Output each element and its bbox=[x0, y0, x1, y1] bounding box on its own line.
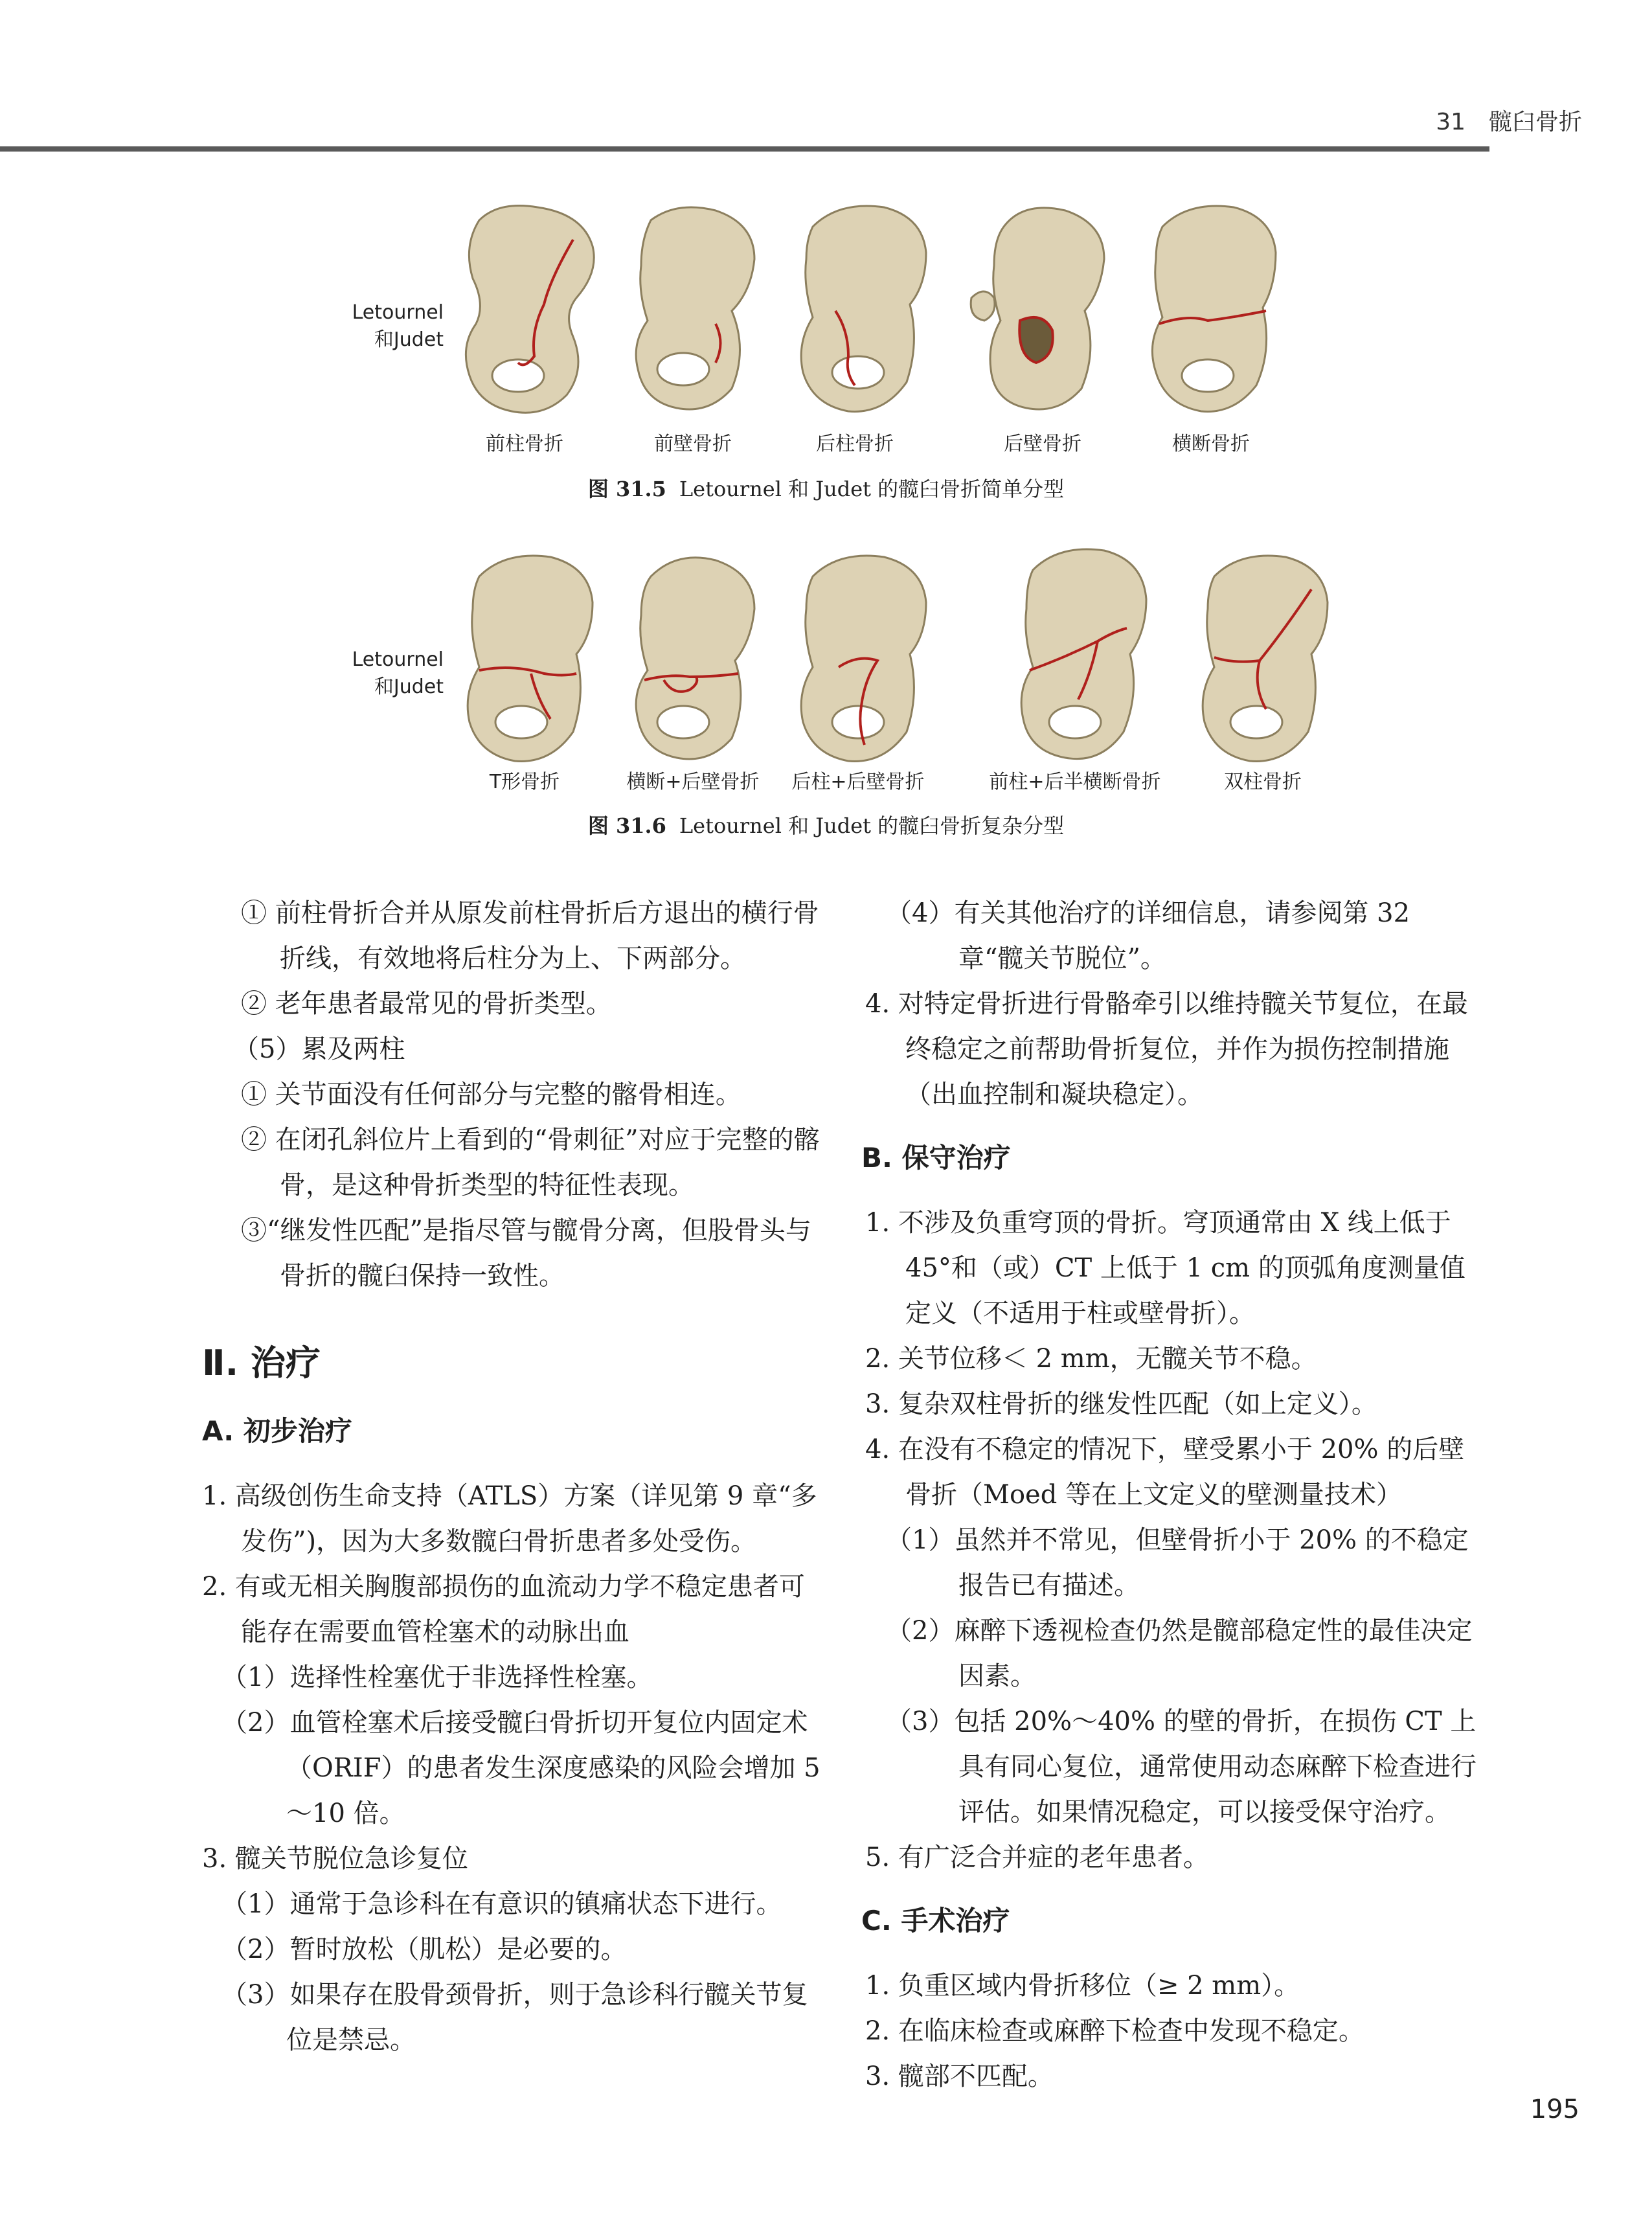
figure-label: 前柱+后半横断骨折 bbox=[989, 771, 1161, 793]
figure-label: 前壁骨折 bbox=[654, 433, 732, 455]
list-item: 3. 髋关节脱位急诊复位 bbox=[202, 1844, 468, 1874]
figure-31-6 bbox=[0, 538, 1652, 861]
bone-illustration-anterior-column bbox=[453, 201, 602, 421]
list-item: （5）累及两柱 bbox=[233, 1034, 405, 1064]
figure-label: 前柱骨折 bbox=[486, 433, 563, 455]
bone-illustration-transverse-posterior-wall bbox=[618, 551, 767, 771]
figure-side-label: Letournel 和Judet bbox=[352, 648, 444, 698]
figure-31-5 bbox=[0, 188, 1652, 525]
list-item: （1）选择性栓塞优于非选择性栓塞。 bbox=[221, 1663, 653, 1692]
bone-illustration-t-shaped bbox=[453, 551, 602, 771]
figure-label: 横断+后壁骨折 bbox=[626, 771, 760, 793]
list-item: （1）虽然并不常见，但壁骨折小于 20% 的不稳定报告已有描述。 bbox=[886, 1525, 1469, 1600]
bone-illustration-posterior-column-posterior-wall bbox=[787, 551, 936, 771]
figure-label: 双柱骨折 bbox=[1224, 771, 1302, 793]
list-item: 4. 对特定骨折进行骨骼牵引以维持髋关节复位，在最终稳定之前帮助骨折复位，并作为损伤控制措施（出血控制和凝块稳定）。 bbox=[865, 989, 1468, 1109]
bone-illustration-posterior-wall bbox=[958, 201, 1114, 421]
figure-caption: 图 31.6 Letournel 和 Judet 的髋臼骨折复杂分型 bbox=[587, 813, 1065, 838]
list-item: （3）如果存在股骨颈骨折，则于急诊科行髋关节复位是禁忌。 bbox=[221, 1980, 808, 2055]
list-item: ① 前柱骨折合并从原发前柱骨折后方退出的横行骨折线，有效地将后柱分为上、下两部分。 bbox=[241, 898, 819, 973]
subsection-title: A. 初步治疗 bbox=[202, 1415, 352, 1447]
list-item: 1. 不涉及负重穹顶的骨折。穹顶通常由 X 线上低于 45°和（或）CT 上低于 1 cm 的顶弧角度测量值定义（不适用于柱或壁骨折）。 bbox=[865, 1208, 1465, 1328]
list-item: （2）麻醉下透视检查仍然是髋部稳定性的最佳决定因素。 bbox=[886, 1616, 1473, 1691]
list-item: 2. 有或无相关胸腹部损伤的血流动力学不稳定患者可能存在需要血管栓塞术的动脉出血 bbox=[202, 1572, 805, 1647]
figure-side-label: Letournel 和Judet bbox=[352, 301, 444, 351]
figure-caption: 图 31.5 Letournel 和 Judet 的髋臼骨折简单分型 bbox=[587, 477, 1065, 501]
section-title: Ⅱ. 治疗 bbox=[202, 1343, 321, 1383]
list-item: （2）暂时放松（肌松）是必要的。 bbox=[221, 1935, 627, 1964]
list-item: 3. 髋部不匹配。 bbox=[865, 2061, 1054, 2091]
figure-label: 后柱骨折 bbox=[816, 433, 894, 455]
list-item: 2. 关节位移＜ 2 mm，无髋关节不稳。 bbox=[865, 1344, 1317, 1374]
figure-label: 后壁骨折 bbox=[1004, 433, 1081, 455]
list-item: 1. 高级创伤生命支持（ATLS）方案（详见第 9 章“多发伤”)，因为大多数髋臼骨折患者多处受伤。 bbox=[202, 1481, 817, 1556]
figure-label: 后柱+后壁骨折 bbox=[791, 771, 925, 793]
bone-illustration-posterior-column bbox=[787, 201, 936, 421]
list-item: 2. 在临床检查或麻醉下检查中发现不稳定。 bbox=[865, 2016, 1364, 2046]
list-item: （1）通常于急诊科在有意识的镇痛状态下进行。 bbox=[221, 1889, 782, 1919]
bone-illustration-both-column bbox=[1188, 551, 1337, 771]
subsection-title: B. 保守治疗 bbox=[861, 1142, 1011, 1174]
page-number: 195 bbox=[1530, 2095, 1579, 2124]
list-item: ② 老年患者最常见的骨折类型。 bbox=[241, 989, 612, 1019]
list-item: ① 关节面没有任何部分与完整的髂骨相连。 bbox=[241, 1080, 741, 1109]
figure-label: T形骨折 bbox=[489, 771, 560, 793]
list-item: ③“继发性匹配”是指尽管与髋骨分离，但股骨头与骨折的髋臼保持一致性。 bbox=[241, 1216, 811, 1291]
list-item: （3）包括 20%～40% 的壁的骨折，在损伤 CT 上具有同心复位，通常使用动态麻醉下检查进行评估。如果情况稳定，可以接受保守治疗。 bbox=[886, 1707, 1477, 1827]
header-rule bbox=[0, 146, 1489, 152]
right-column bbox=[861, 891, 1483, 2099]
figure-label: 横断骨折 bbox=[1172, 433, 1250, 455]
list-item: 4. 在没有不稳定的情况下，壁受累小于 20% 的后壁骨折（Moed 等在上文定义的壁测量技术） bbox=[865, 1435, 1465, 1510]
list-item: （4）有关其他治疗的详细信息，请参阅第 32 章“髋关节脱位”。 bbox=[886, 898, 1410, 973]
list-item: （2）血管栓塞术后接受髋臼骨折切开复位内固定术（ORIF）的患者发生深度感染的风险会增加 5～10 倍。 bbox=[221, 1708, 820, 1828]
left-column bbox=[202, 891, 827, 2063]
chapter-header: 31 髋臼骨折 bbox=[1436, 109, 1582, 135]
bone-illustration-anterior-wall bbox=[618, 201, 767, 421]
list-item: 3. 复杂双柱骨折的继发性匹配（如上定义）。 bbox=[865, 1389, 1377, 1419]
list-item: 5. 有广泛合并症的老年患者。 bbox=[865, 1843, 1209, 1872]
list-item: 1. 负重区域内骨折移位（≥ 2 mm）。 bbox=[865, 1971, 1300, 2001]
subsection-title: C. 手术治疗 bbox=[861, 1905, 1010, 1936]
bone-illustration-transverse bbox=[1137, 201, 1285, 421]
list-item: ② 在闭孔斜位片上看到的“骨刺征”对应于完整的髂骨，是这种骨折类型的特征性表现。 bbox=[241, 1125, 820, 1200]
bone-illustration-anterior-column-posterior-hemitransverse bbox=[1001, 544, 1156, 771]
